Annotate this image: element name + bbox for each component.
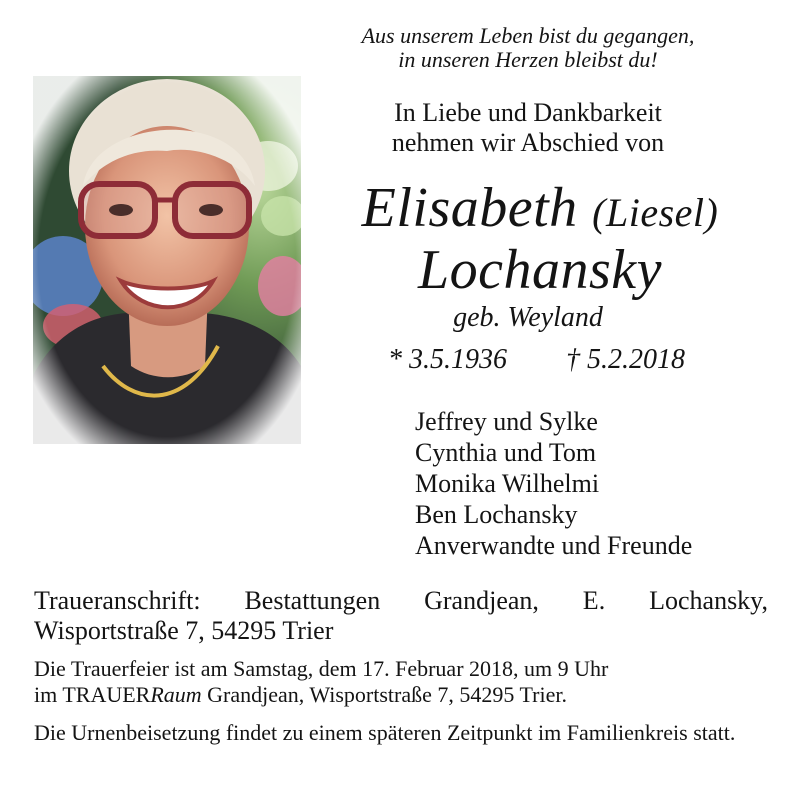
ceremony-venue-suffix: Grandjean, Wisportstraße 7, 54295 Trier. [201,682,567,707]
mourning-address [34,586,768,646]
mourners-list [415,406,775,561]
motto-line-1: Aus unserem Leben bist du gegangen, [361,23,695,48]
intro [318,98,738,158]
ceremony-venue-italic: Raum [150,682,202,707]
birth-name: geb. Weyland [453,302,603,333]
mourner-item: Cynthia und Tom [415,438,597,467]
deceased-first-name-line [300,178,780,243]
portrait-photo [33,76,301,444]
mourner-item: Jeffrey und Sylke [415,407,598,436]
mourner-item: Ben Lochansky [415,500,578,529]
deceased-nickname: (Liesel) [592,190,719,235]
mourner-item: Anverwandte und Freunde [415,531,693,560]
ceremony-line-1: Die Trauerfeier ist am Samstag, dem 17. Februar 2018, um 9 Uhr [34,656,609,681]
mourner-item: Monika Wilhelmi [415,469,600,498]
urn-burial-info: Die Urnenbeisetzung findet zu einem späteren Zeitpunkt im Familienkreis statt. [34,720,736,745]
deceased-last-name: Lochansky [417,239,662,301]
address-line-1: Traueranschrift: Bestattungen Grandjean, E. Lochansky, [34,586,768,615]
ceremony-venue-prefix: im TRAUER [34,682,151,707]
motto-line-2: in unseren Herzen bleibst du! [398,47,658,72]
ceremony-line-2 [34,682,768,708]
intro-line-2: nehmen wir Abschied von [391,128,665,157]
birth-date: * 3.5.1936 [388,344,507,375]
motto [318,24,738,72]
address-line-2: Wisportstraße 7, 54295 Trier [34,616,334,645]
deceased-first-name: Elisabeth [361,177,578,239]
funeral-ceremony-info [34,656,768,708]
intro-line-1: In Liebe und Dankbarkeit [394,98,662,127]
death-date: † 5.2.2018 [566,344,685,375]
